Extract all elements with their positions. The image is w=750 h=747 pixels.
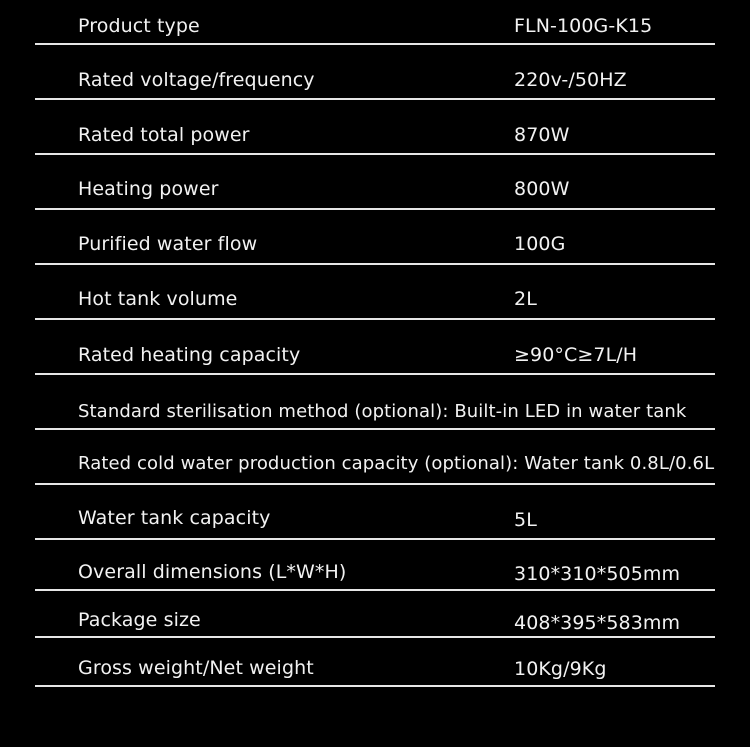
row-divider xyxy=(35,636,715,638)
spec-label: Overall dimensions (L*W*H) xyxy=(78,561,347,583)
spec-value: 220v-/50HZ xyxy=(514,69,627,91)
row-divider xyxy=(35,685,715,687)
spec-value: 5L xyxy=(514,509,537,531)
spec-value: 100G xyxy=(514,233,566,255)
spec-value: 408*395*583mm xyxy=(514,612,681,634)
row-divider xyxy=(35,208,715,210)
spec-label: Purified water flow xyxy=(78,233,258,255)
row-divider xyxy=(35,318,715,320)
row-divider xyxy=(35,153,715,155)
spec-value: FLN-100G-K15 xyxy=(514,15,653,37)
spec-label: Package size xyxy=(78,609,201,631)
spec-label-full: Standard sterilisation method (optional): Built-in LED in water tank xyxy=(78,401,687,422)
spec-value: 310*310*505mm xyxy=(514,563,681,585)
spec-value: 800W xyxy=(514,178,570,200)
row-divider xyxy=(35,483,715,485)
spec-label: Water tank capacity xyxy=(78,507,271,529)
row-divider xyxy=(35,428,715,430)
row-divider xyxy=(35,538,715,540)
spec-label: Hot tank volume xyxy=(78,288,238,310)
row-divider xyxy=(35,98,715,100)
row-divider xyxy=(35,373,715,375)
spec-label-full: Rated cold water production capacity (optional): Water tank 0.8L/0.6L xyxy=(78,453,715,474)
spec-value: 870W xyxy=(514,124,570,146)
row-divider xyxy=(35,43,715,45)
spec-value: 2L xyxy=(514,288,537,310)
row-divider xyxy=(35,589,715,591)
spec-label: Product type xyxy=(78,15,200,37)
spec-label: Rated total power xyxy=(78,124,250,146)
spec-label: Heating power xyxy=(78,178,219,200)
row-divider xyxy=(35,263,715,265)
spec-value: 10Kg/9Kg xyxy=(514,658,607,680)
spec-label: Rated heating capacity xyxy=(78,344,301,366)
spec-label: Gross weight/Net weight xyxy=(78,657,314,679)
spec-value: ≥90°C≥7L/H xyxy=(514,344,638,366)
spec-label: Rated voltage/frequency xyxy=(78,69,315,91)
